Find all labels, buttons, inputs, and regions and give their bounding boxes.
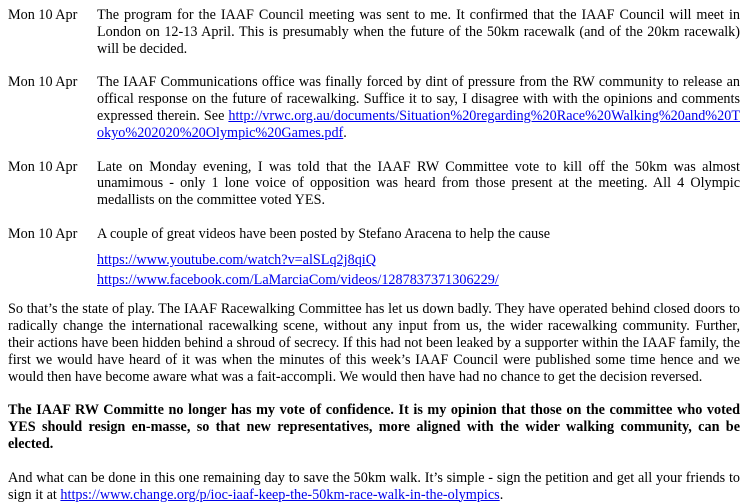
entry-body — [97, 74, 740, 141]
entry-body — [97, 226, 740, 291]
statement-paragraph: The IAAF RW Committe no longer has my vote of confidence. It is my opinion that those on the committee who voted YES should resign en-masse, so that new representatives, more aligned with the wider walking community, can be elected. — [8, 402, 740, 452]
news-entry — [8, 7, 740, 57]
facebook-video-link[interactable]: https://www.facebook.com/LaMarciaCom/videos/1287837371306229/ — [97, 271, 499, 288]
youtube-video-link[interactable]: https://www.youtube.com/watch?v=alSLq2j8qiQ — [97, 251, 376, 268]
entry-text: Late on Monday evening, I was told that the IAAF RW Committee vote to kill off the 50km was almost unamimous - only 1 lone voice of opposition was heard from those present at the meeting. All 4 Olympic medallists on the committee voted YES. — [97, 158, 740, 209]
closing-text-end: . — [499, 486, 504, 503]
closing-paragraph — [8, 470, 740, 503]
closing-text: And what can be done in this one remaining day to save the 50km walk. It’s simple - sign the petition and get all your friends to sign it at — [8, 469, 740, 503]
entry-text: The IAAF Communications office was finally forced by dint of pressure from the RW community to release an offical response on the future of racewalking. Suffice it to say, I disagree with with the opinions and comments expressed therein. See — [97, 74, 740, 124]
entry-date: Mon 10 Apr — [8, 158, 78, 175]
petition-link[interactable]: https://www.change.org/p/ioc-iaaf-keep-the-50km-race-walk-in-the-olympics — [60, 486, 500, 503]
summary-paragraph: So that’s the state of play. The IAAF Racewalking Committee has let us down badly. They have operated behind closed doors to radically change the international racewalking scene, without any input from us, the wider racewalking community. Further, their actions have been hidden behind a shroud of secrecy. If this had not been leaked by a supporter within the IAAF family, the first we would have heard of it was when the minutes of this week’s IAAF Council were published some time hence and we would then have become aware what was a fait-accompli. We would then have had no chance to get the decision reversed. — [8, 301, 740, 385]
entry-text: A couple of great videos have been posted by Stefano Aracena to help the cause — [97, 225, 551, 242]
news-entry — [8, 226, 740, 291]
news-entry — [8, 159, 740, 209]
entry-text: The program for the IAAF Council meeting was sent to me. It confirmed that the IAAF Council will meet in London on 12-13 April. This is presumably when the future of the 50km racewalk (and of the 20km racewalk) will be decided. — [97, 7, 740, 57]
iaaf-statement-pdf-link[interactable]: http://vrwc.org.au/documents/Situation%20regarding%20Race%20Walking%20and%20Tokyo%202020%20Olympic%20Games.pdf — [97, 107, 740, 141]
entry-date: Mon 10 Apr — [8, 74, 78, 91]
video-links — [97, 252, 740, 289]
entry-date: Mon 10 Apr — [8, 7, 78, 23]
news-entry — [8, 74, 740, 141]
entry-text-end: . — [343, 124, 347, 141]
entry-date: Mon 10 Apr — [8, 225, 78, 242]
